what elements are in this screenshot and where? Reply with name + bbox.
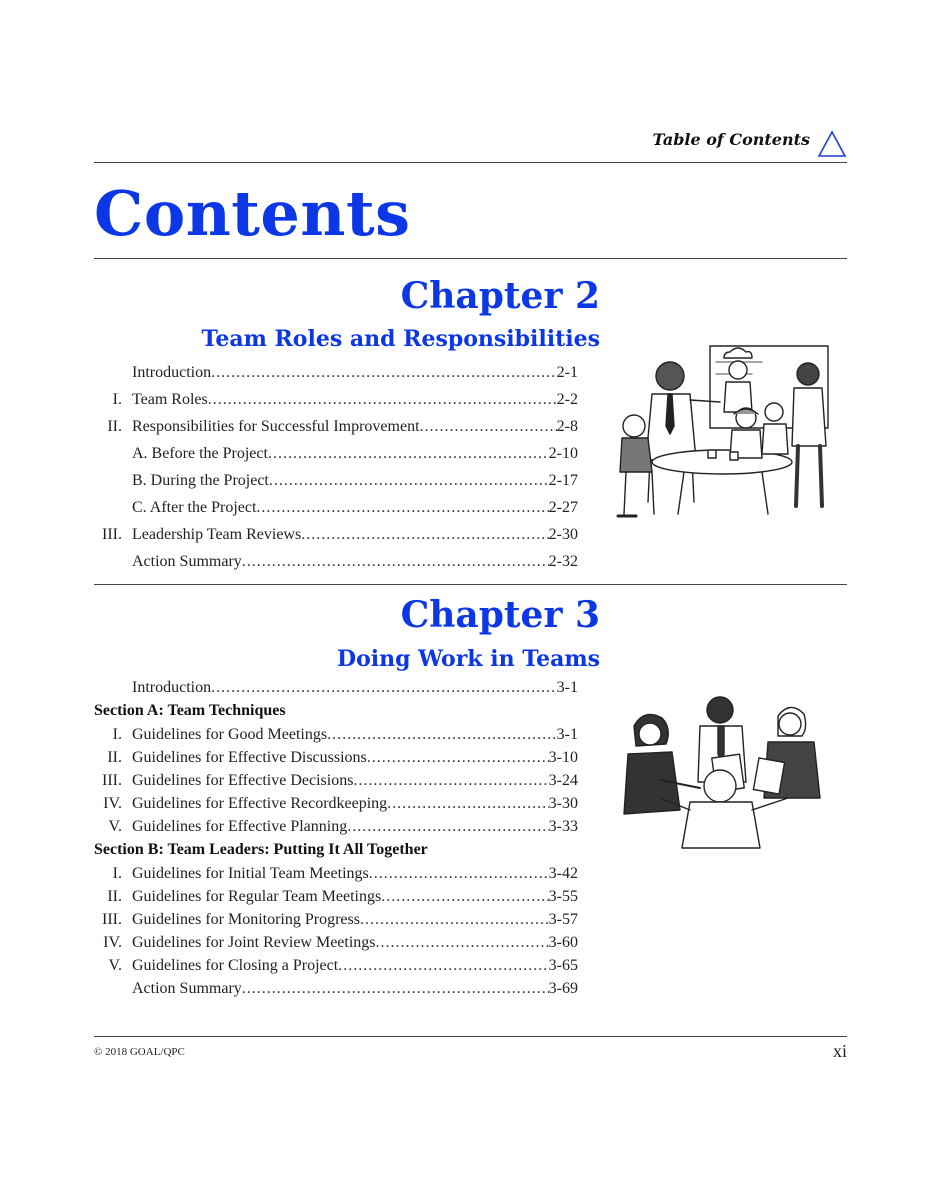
toc-entry-page: 3-1 (556, 726, 578, 743)
toc-entry-number: II. (107, 749, 122, 766)
toc-entry[interactable] (94, 494, 578, 521)
toc-entry-page: 3-24 (548, 772, 578, 789)
toc-entry-label: Guidelines for Initial Team Meetings (132, 865, 369, 882)
toc-entry[interactable] (94, 676, 578, 699)
toc-entry-label: Guidelines for Joint Review Meetings (132, 934, 376, 951)
toc-entry-page: 3-33 (548, 818, 578, 835)
chapter-2-title: Chapter 2 (400, 275, 600, 317)
toc-entry-number: V. (108, 818, 122, 835)
toc-entry[interactable] (94, 792, 578, 815)
toc-entry-page: 3-10 (548, 749, 578, 766)
toc-entry-label: B. During the Project (132, 472, 269, 489)
footer-page-number: xi (832, 1041, 847, 1061)
toc-entry[interactable] (94, 885, 578, 908)
toc-entry-label: Introduction (132, 364, 212, 381)
toc-entry-label: Guidelines for Monitoring Progress (132, 911, 360, 928)
toc-entry[interactable] (94, 413, 578, 440)
chapter-3-subtitle: Doing Work in Teams (336, 646, 600, 672)
title-rule (94, 258, 847, 259)
toc-entry-number: II. (107, 888, 122, 905)
toc-entry-number: I. (112, 865, 122, 882)
toc-entry[interactable] (94, 746, 578, 769)
toc-entry-number: III. (102, 526, 122, 543)
toc-entry-page: 2-2 (556, 391, 578, 408)
section-a-heading: Section A: Team Techniques (94, 702, 286, 719)
toc-entry-page: 2-1 (556, 364, 578, 381)
section-b-heading: Section B: Team Leaders: Putting It All Together (94, 841, 428, 858)
toc-entry[interactable] (94, 977, 578, 1000)
toc-entry-label: Action Summary (132, 980, 242, 997)
toc-entry-number: V. (108, 957, 122, 974)
toc-entry-number: IV. (103, 795, 122, 812)
toc-entry-label: A. Before the Project (132, 445, 268, 462)
page-title: Contents (94, 177, 411, 250)
header-rule (94, 162, 847, 163)
footer-copyright: © 2018 GOAL/QPC (94, 1046, 185, 1058)
toc-entry-number: I. (112, 726, 122, 743)
toc-entry-label: Guidelines for Good Meetings (132, 726, 328, 743)
toc-entry[interactable] (94, 862, 578, 885)
toc-entry-page: 2-10 (548, 445, 578, 462)
footer-rule (94, 1036, 847, 1037)
toc-entry-page: 2-30 (548, 526, 578, 543)
toc-entry-page: 2-17 (548, 472, 578, 489)
toc-entry[interactable] (94, 954, 578, 977)
toc-entry-page: 3-60 (548, 934, 578, 951)
toc-entry-page: 3-30 (548, 795, 578, 812)
toc-entry-number: III. (102, 772, 122, 789)
chapter-2-toc (94, 359, 578, 575)
team-roles-illustration (612, 342, 834, 524)
toc-entry[interactable] (94, 440, 578, 467)
toc-entry[interactable] (94, 815, 578, 838)
toc-entry-label: Action Summary (132, 553, 242, 570)
toc-entry-label: Guidelines for Effective Decisions (132, 772, 354, 789)
toc-entry[interactable] (94, 467, 578, 494)
toc-entry-label: Guidelines for Effective Recordkeeping (132, 795, 388, 812)
toc-entry-label: Leadership Team Reviews (132, 526, 302, 543)
toc-entry-label: Team Roles (132, 391, 208, 408)
chapter-3-toc (94, 676, 578, 1000)
toc-entry-page: 3-55 (548, 888, 578, 905)
chapter-2-subtitle: Team Roles and Responsibilities (201, 326, 600, 352)
toc-entry[interactable] (94, 931, 578, 954)
toc-entry-page: 3-69 (548, 980, 578, 997)
toc-entry-number: I. (112, 391, 122, 408)
toc-entry[interactable] (94, 359, 578, 386)
toc-entry-page: 3-65 (548, 957, 578, 974)
team-meeting-illustration (620, 690, 842, 850)
toc-entry-label: Responsibilities for Successful Improvement (132, 418, 420, 435)
toc-entry-label: Guidelines for Closing a Project (132, 957, 339, 974)
toc-entry-number: II. (107, 418, 122, 435)
toc-entry[interactable] (94, 386, 578, 413)
toc-entry-page: 2-8 (556, 418, 578, 435)
toc-entry-page: 3-57 (548, 911, 578, 928)
toc-entry[interactable] (94, 723, 578, 746)
chapter-divider-rule (94, 584, 847, 585)
toc-entry-page: 2-32 (548, 553, 578, 570)
toc-entry-label: Guidelines for Effective Discussions (132, 749, 367, 766)
toc-entry-page: 3-1 (556, 679, 578, 696)
toc-entry-label: Guidelines for Effective Planning (132, 818, 348, 835)
toc-entry-number: III. (102, 911, 122, 928)
toc-entry[interactable] (94, 548, 578, 575)
running-head: Table of Contents (652, 130, 810, 149)
toc-entry-number: IV. (103, 934, 122, 951)
chapter-3-title: Chapter 3 (400, 594, 600, 636)
toc-entry[interactable] (94, 769, 578, 792)
toc-entry-page: 2-27 (548, 499, 578, 516)
toc-entry-label: C. After the Project (132, 499, 257, 516)
toc-entry[interactable] (94, 908, 578, 931)
toc-entry[interactable] (94, 521, 578, 548)
toc-entry-label: Introduction (132, 679, 212, 696)
toc-entry-page: 3-42 (548, 865, 578, 882)
triangle-outline-icon (817, 130, 847, 158)
toc-entry-label: Guidelines for Regular Team Meetings (132, 888, 382, 905)
